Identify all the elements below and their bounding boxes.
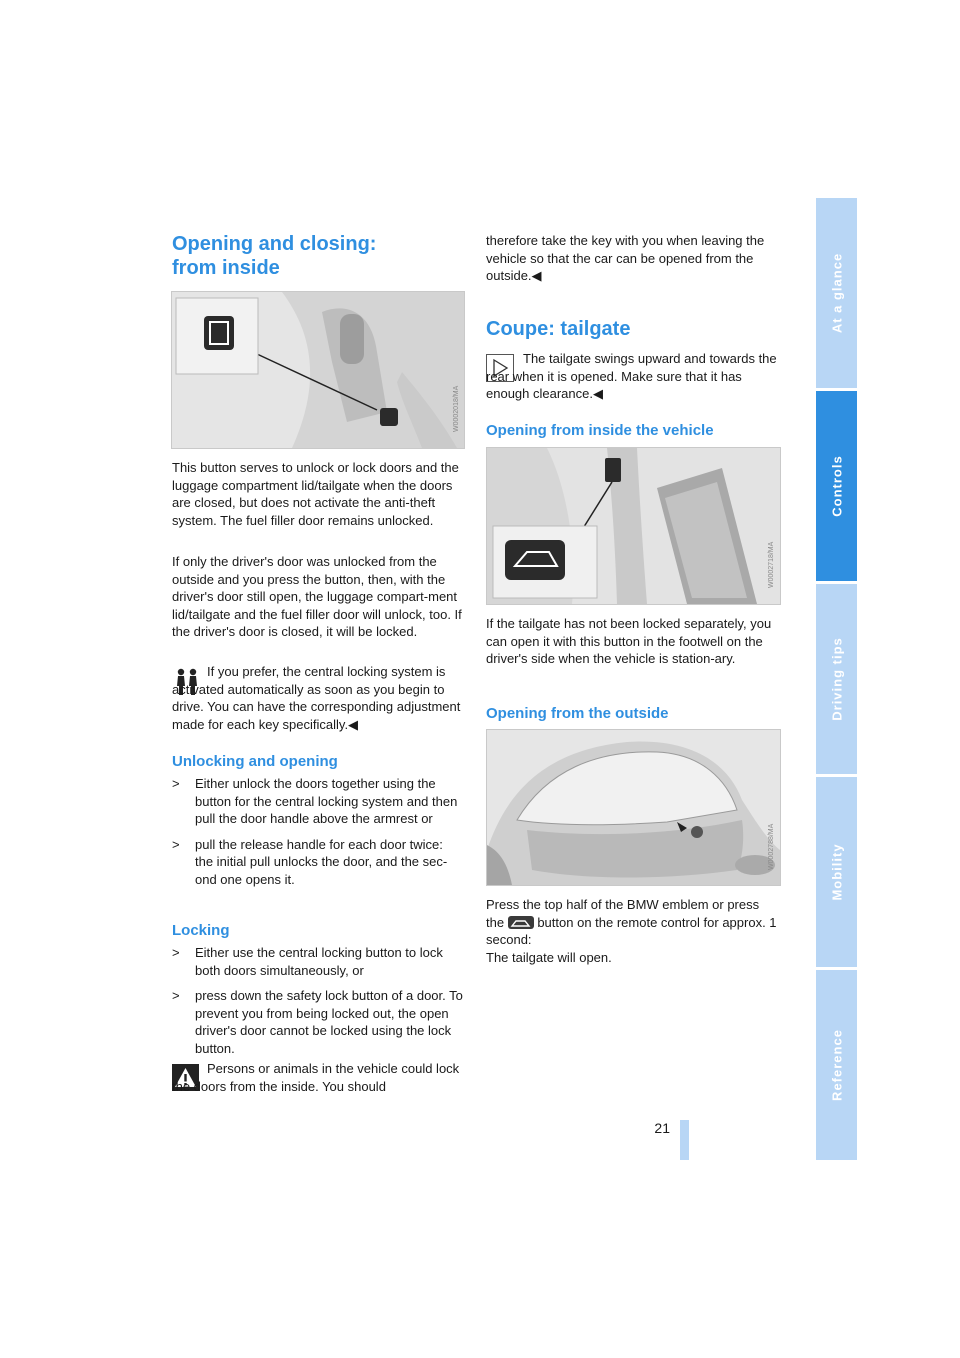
- unlock-list: [172, 775, 464, 889]
- bullet-mark: >: [172, 945, 180, 960]
- page-number: 21: [654, 1120, 670, 1136]
- list-item-text: Either unlock the doors together using the button for the central locking system and then pull the door handle above the armrest or: [195, 776, 458, 827]
- inside-heading: Opening from inside the vehicle: [486, 422, 714, 439]
- page-number-marker: [680, 1120, 689, 1160]
- tab-label: Mobility: [829, 843, 844, 901]
- unlock-heading: Unlocking and opening: [172, 753, 338, 770]
- list-item: [172, 775, 464, 828]
- image-code: W0002788/MA: [768, 823, 775, 870]
- inside-text: If the tailgate has not been locked separately, you can open it with this button in the footwell on the driver's side when the vehicle is station-ary.: [486, 616, 772, 667]
- coupe-heading: Coupe: tailgate: [486, 318, 631, 340]
- section-heading: [172, 232, 462, 280]
- list-item-text: Either use the central locking button to lock both doors simultaneously, or: [195, 945, 443, 978]
- list-item: [172, 836, 464, 889]
- image-code: W0002018/MA: [453, 385, 460, 432]
- lock-heading: Locking: [172, 922, 230, 939]
- tab-label: Controls: [829, 455, 844, 517]
- outside-heading: Opening from the outside: [486, 705, 669, 722]
- tab-driving-tips[interactable]: [816, 584, 857, 774]
- illustration-car-tailgate: [486, 729, 781, 886]
- warning-text: Persons or animals in the vehicle could lock the doors from the inside. You should: [172, 1061, 460, 1094]
- tab-label: Reference: [829, 1029, 844, 1101]
- continued-text: therefore take the key with you when leaving the vehicle so that the car can be opened from the outside.◀: [486, 233, 765, 284]
- tab-at-a-glance[interactable]: [816, 198, 857, 388]
- lock-list: [172, 944, 464, 1058]
- list-item: [172, 987, 464, 1057]
- outside-text-part-c: The tailgate will open.: [486, 949, 612, 965]
- section-tabs: [816, 198, 857, 1160]
- para-2: If only the driver's door was unlocked from the outside and you press the button, then, with the driver's door still open, the luggage compart-ment lid/tailgate and the fuel filler door will unlock, too. If the driver's door is closed, it will be locked.: [172, 554, 462, 640]
- bullet-mark: >: [172, 776, 180, 791]
- outside-text-part-b: button on the remote control for approx. 1 second:: [486, 914, 777, 948]
- heading-line-2: from inside: [172, 257, 280, 279]
- outside-instructions: [486, 896, 778, 966]
- illustration-console-button: [171, 291, 465, 449]
- para-1: This button serves to unlock or lock doors and the luggage compartment lid/tailgate when the doors are closed, but does not activate the anti-theft system. The fuel filler door remains unlocked.: [172, 460, 459, 528]
- tab-label: Driving tips: [829, 637, 844, 721]
- tailgate-button-icon: [508, 916, 534, 929]
- outside-text-part-a: Press the top half of the BMW emblem or press the: [486, 897, 760, 930]
- list-item-text: press down the safety lock button of a door. To prevent you from being locked out, the open driver's door cannot be locked using the lock button.: [195, 988, 463, 1056]
- tab-controls[interactable]: [816, 391, 857, 581]
- list-item: [172, 944, 464, 979]
- list-item-text: pull the release handle for each door twice: the initial pull unlocks the door, and the sec-ond one opens it.: [195, 836, 448, 887]
- tab-reference[interactable]: [816, 970, 857, 1160]
- tab-label: At a glance: [829, 252, 844, 334]
- bullet-mark: >: [172, 988, 180, 1004]
- heading-line-1: Opening and closing:: [172, 233, 377, 255]
- note-text: If you prefer, the central locking system is activated automatically as soon as you begin to drive. You can have the corresponding adjustment made for each key specifically.◀: [172, 664, 461, 732]
- image-code: W0002718/MA: [768, 541, 775, 588]
- tab-mobility[interactable]: [816, 777, 857, 967]
- coupe-note: The tailgate swings upward and towards the rear when it is opened. Make sure that it has enough clearance.◀: [486, 351, 777, 402]
- illustration-footwell-button: [486, 447, 781, 605]
- bullet-mark: >: [172, 836, 180, 852]
